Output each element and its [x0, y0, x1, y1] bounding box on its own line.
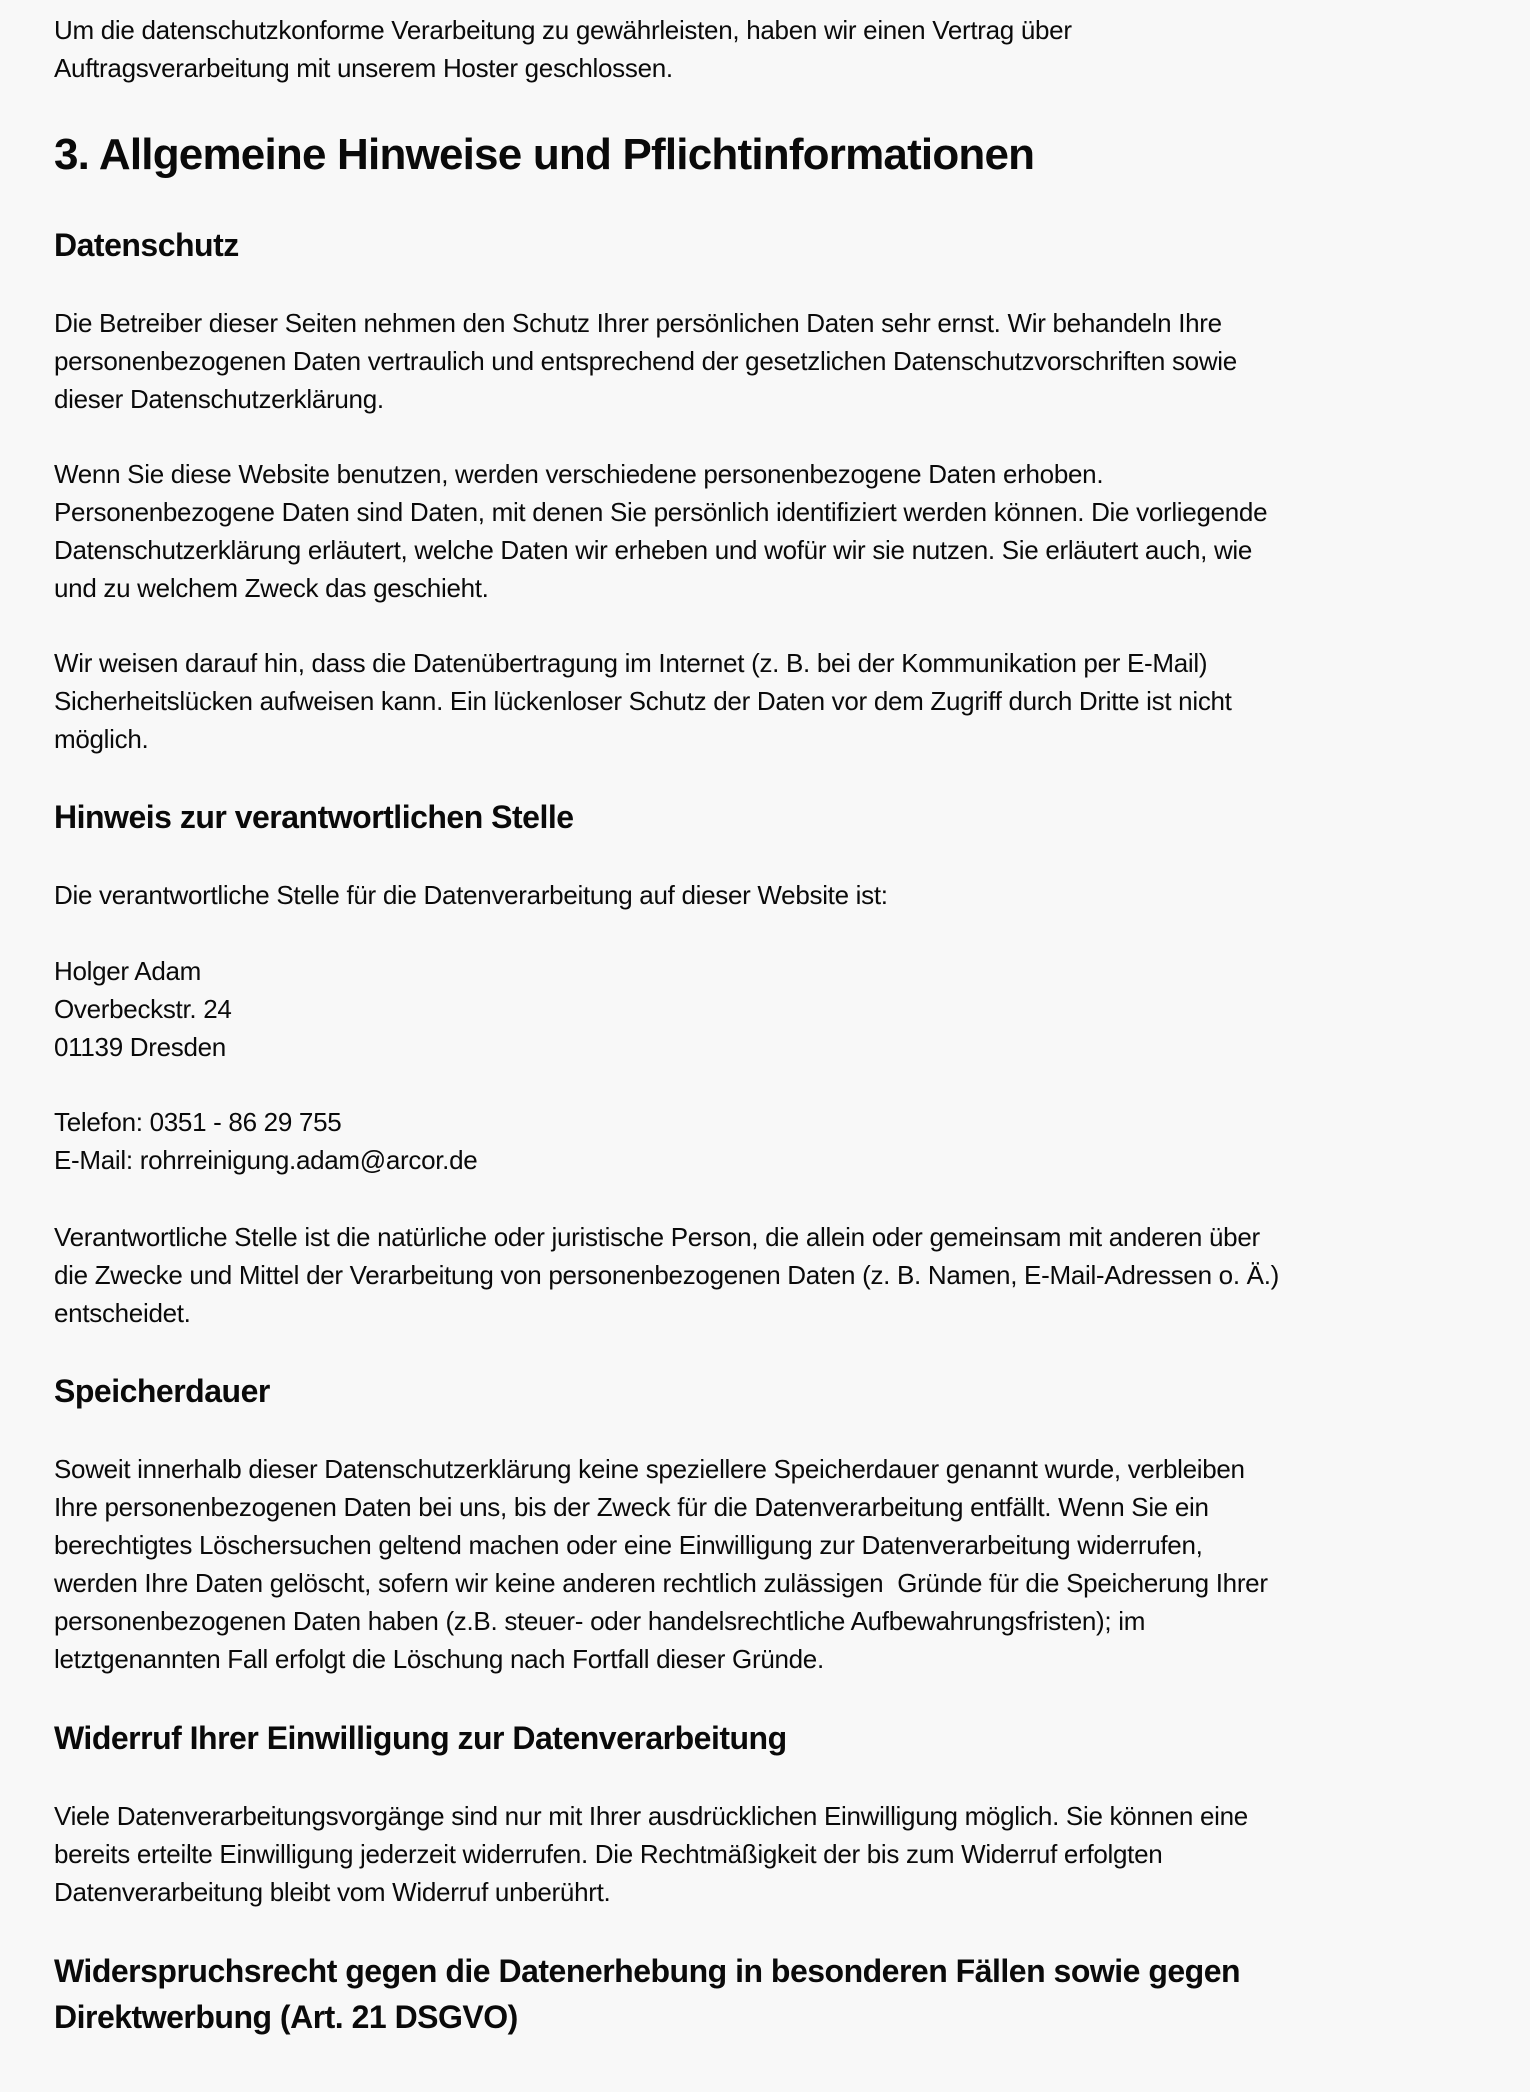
- text-line: berechtigtes Löschersuchen geltend machen oder eine Einwilligung zur Datenverarbeitung widerrufen,: [54, 1530, 1203, 1560]
- contact-name: Holger Adam: [54, 956, 201, 986]
- text-line: Personenbezogene Daten sind Daten, mit denen Sie persönlich identifiziert werden können. Die vorliegende: [54, 497, 1268, 527]
- text-line: Viele Datenverarbeitungsvorgänge sind nur mit Ihrer ausdrücklichen Einwilligung möglich. Sie können eine: [54, 1801, 1248, 1831]
- text-line: und zu welchem Zweck das geschieht.: [54, 573, 489, 603]
- heading-datenschutz: Datenschutz: [54, 227, 239, 263]
- text-line: möglich.: [54, 724, 149, 754]
- text-line: letztgenannten Fall erfolgt die Löschung nach Fortfall dieser Gründe.: [54, 1644, 824, 1674]
- text-line: Datenverarbeitung bleibt vom Widerruf unberührt.: [54, 1877, 611, 1907]
- contact-email[interactable]: rohrreinigung.adam@arcor.de: [139, 1145, 478, 1175]
- text-line: Die Betreiber dieser Seiten nehmen den Schutz Ihrer persönlichen Daten sehr ernst. Wir behandeln Ihre: [54, 308, 1222, 338]
- contact-phone: Telefon: 0351 - 86 29 755: [54, 1107, 342, 1137]
- datenschutz-paragraph-1: [54, 304, 1237, 418]
- text-line: Datenschutzerklärung erläutert, welche Daten wir erheben und wofür wir sie nutzen. Sie erläutert auch, wie: [54, 535, 1253, 565]
- verantwortliche-definition: [54, 1218, 1279, 1332]
- contact-city: 01139 Dresden: [54, 1032, 226, 1062]
- widerruf-paragraph: [54, 1797, 1248, 1911]
- email-label: E-Mail:: [54, 1145, 140, 1175]
- contact-email-line: [54, 1141, 477, 1179]
- datenschutz-paragraph-3: [54, 644, 1232, 758]
- heading-speicherdauer: Speicherdauer: [54, 1373, 270, 1409]
- address-block: [54, 952, 232, 1066]
- text-line: werden Ihre Daten gelöscht, sofern wir keine anderen rechtlich zulässigen Gründe für die Speicherung Ihrer: [54, 1568, 1268, 1598]
- text-line: Wenn Sie diese Website benutzen, werden verschiedene personenbezogene Daten erhoben.: [54, 459, 1104, 489]
- text-line: Verantwortliche Stelle ist die natürliche oder juristische Person, die allein oder gemeinsam mit anderen über: [54, 1222, 1260, 1252]
- speicherdauer-paragraph: [54, 1450, 1268, 1678]
- heading-widerruf: Widerruf Ihrer Einwilligung zur Datenverarbeitung: [54, 1720, 787, 1756]
- text-line: die Zwecke und Mittel der Verarbeitung von personenbezogenen Daten (z. B. Namen, E-Mail-Adressen o. Ä.): [54, 1260, 1279, 1290]
- section-title: 3. Allgemeine Hinweise und Pflichtinformationen: [54, 130, 1035, 179]
- hosting-paragraph: [54, 11, 1072, 87]
- text-line: Auftragsverarbeitung mit unserem Hoster geschlossen.: [54, 53, 673, 83]
- contact-block: [54, 1103, 477, 1179]
- datenschutz-paragraph-2: [54, 455, 1267, 607]
- text-line: Um die datenschutzkonforme Verarbeitung zu gewährleisten, haben wir einen Vertrag über: [54, 15, 1072, 45]
- contact-street: Overbeckstr. 24: [54, 994, 232, 1024]
- text-line: Sicherheitslücken aufweisen kann. Ein lückenloser Schutz der Daten vor dem Zugriff durch Dritte ist nicht: [54, 686, 1232, 716]
- text-line: personenbezogenen Daten vertraulich und entsprechend der gesetzlichen Datenschutzvorschriften sowie: [54, 346, 1237, 376]
- heading-verantwortliche-stelle: Hinweis zur verantwortlichen Stelle: [54, 799, 574, 835]
- heading-line: Direktwerbung (Art. 21 DSGVO): [54, 1999, 518, 2035]
- heading-widerspruchsrecht: [54, 1948, 1240, 2040]
- text-line: dieser Datenschutzerklärung.: [54, 384, 384, 414]
- text-line: personenbezogenen Daten haben (z.B. steuer- oder handelsrechtliche Aufbewahrungsfristen); im: [54, 1606, 1146, 1636]
- text-line: Soweit innerhalb dieser Datenschutzerklärung keine speziellere Speicherdauer genannt wurde, verbleiben: [54, 1454, 1245, 1484]
- verantwortliche-intro: Die verantwortliche Stelle für die Datenverarbeitung auf dieser Website ist:: [54, 880, 888, 910]
- text-line: Ihre personenbezogenen Daten bei uns, bis der Zweck für die Datenverarbeitung entfällt. Wenn Sie ein: [54, 1492, 1209, 1522]
- text-line: Wir weisen darauf hin, dass die Datenübertragung im Internet (z. B. bei der Kommunikation per E-Mail): [54, 648, 1208, 678]
- text-line: bereits erteilte Einwilligung jederzeit widerrufen. Die Rechtmäßigkeit der bis zum Widerruf erfolgten: [54, 1839, 1163, 1869]
- heading-line: Widerspruchsrecht gegen die Datenerhebung in besonderen Fällen sowie gegen: [54, 1953, 1241, 1989]
- text-line: entscheidet.: [54, 1298, 191, 1328]
